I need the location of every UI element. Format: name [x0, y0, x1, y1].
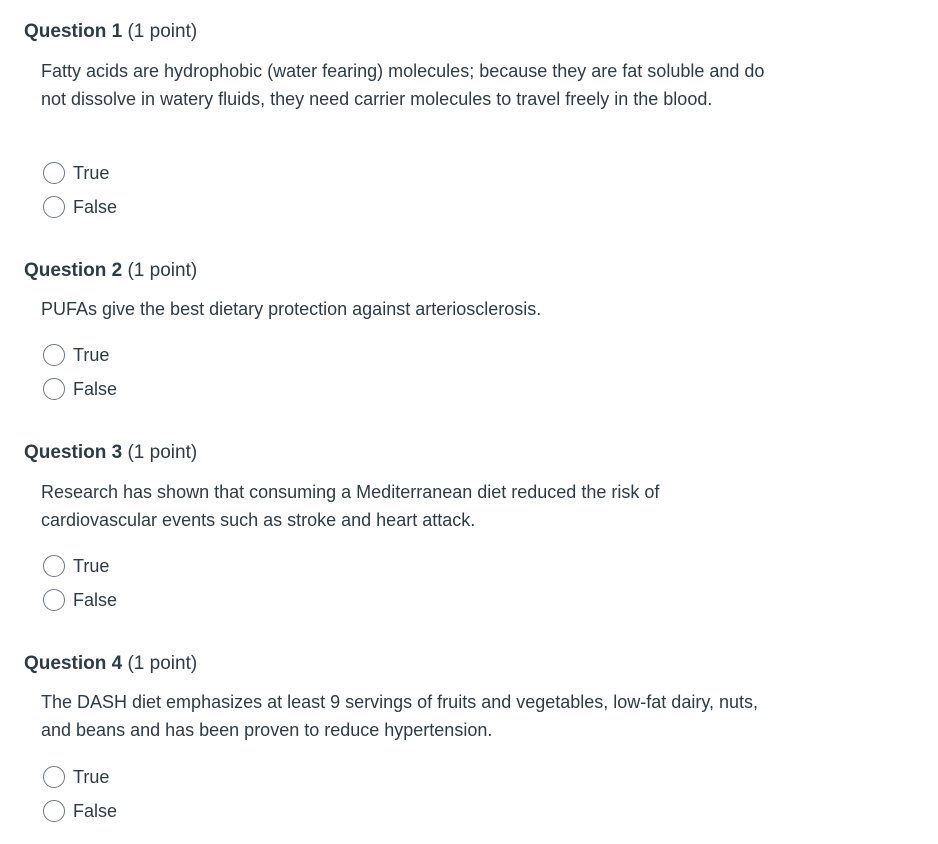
question-text: PUFAs give the best dietary protection against arteriosclerosis.	[41, 299, 542, 319]
question-title: Question 1	[24, 21, 123, 42]
option-true[interactable]	[43, 342, 109, 368]
question-points: (1 point)	[127, 653, 198, 674]
question-points: (1 point)	[127, 442, 198, 463]
question-title: Question 4	[24, 653, 123, 674]
question-text: The DASH diet emphasizes at least 9 servings of fruits and vegetables, low-fat dairy, nuts, and beans and has been proven to reduce hypertension.	[41, 692, 759, 740]
option-true[interactable]	[43, 764, 109, 790]
question-header	[24, 652, 197, 676]
option-label: True	[73, 556, 110, 576]
question-points: (1 point)	[127, 21, 198, 42]
radio-button[interactable]	[43, 378, 65, 400]
option-label: False	[73, 197, 118, 217]
option-label: False	[73, 801, 118, 821]
question-points: (1 point)	[127, 260, 198, 281]
option-false[interactable]	[43, 194, 117, 220]
option-label: True	[73, 163, 110, 183]
question-text: Research has shown that consuming a Mediterranean diet reduced the risk of cardiovascular events such as stroke and heart attack.	[41, 482, 660, 530]
radio-button[interactable]	[43, 162, 65, 184]
radio-button[interactable]	[43, 196, 65, 218]
option-false[interactable]	[43, 798, 117, 824]
question-header	[24, 20, 197, 44]
question-text: Fatty acids are hydrophobic (water fearing) molecules; because they are fat soluble and do not dissolve in watery fluids, they need carrier molecules to travel freely in the blood.	[41, 61, 765, 109]
radio-button[interactable]	[43, 800, 65, 822]
radio-button[interactable]	[43, 589, 65, 611]
question-header	[24, 259, 197, 283]
option-label: True	[73, 345, 110, 365]
radio-button[interactable]	[43, 344, 65, 366]
radio-button[interactable]	[43, 766, 65, 788]
option-label: False	[73, 379, 118, 399]
option-label: True	[73, 767, 110, 787]
question-header	[24, 441, 197, 465]
option-false[interactable]	[43, 376, 117, 402]
radio-button[interactable]	[43, 555, 65, 577]
option-true[interactable]	[43, 553, 109, 579]
question-title: Question 2	[24, 260, 123, 281]
option-false[interactable]	[43, 587, 117, 613]
option-true[interactable]	[43, 160, 109, 186]
question-title: Question 3	[24, 442, 123, 463]
option-label: False	[73, 590, 118, 610]
